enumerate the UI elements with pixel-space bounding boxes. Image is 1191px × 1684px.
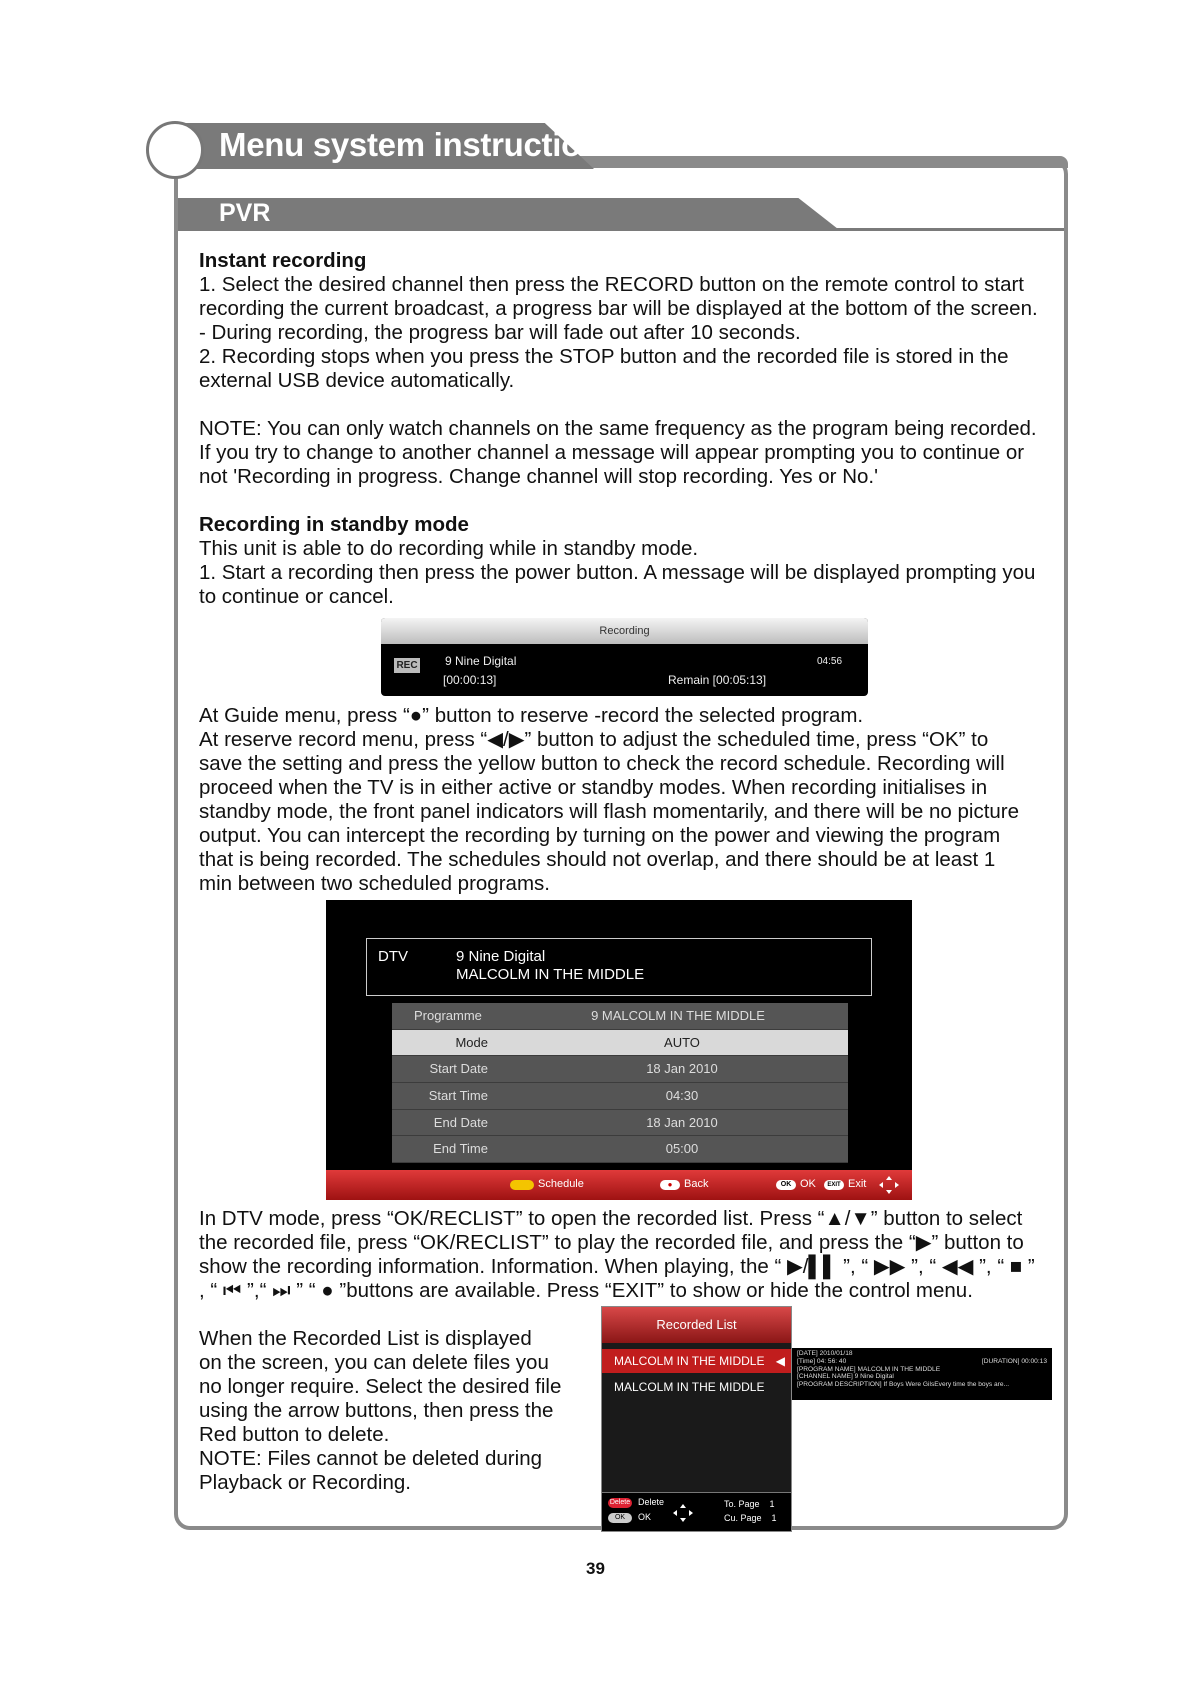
text-line: 2. Recording stops when you press the STOP button and the recorded file is stored in the — [199, 345, 1009, 368]
recording-channel: 9 Nine Digital — [445, 654, 517, 668]
row-end-date[interactable] — [392, 1110, 848, 1137]
ok-key-icon[interactable]: OK — [608, 1513, 632, 1523]
row-label: Programme — [414, 1008, 482, 1023]
row-label: End Time — [433, 1141, 488, 1157]
row-end-time[interactable] — [392, 1136, 848, 1163]
cu-page: Cu. Page 1 — [724, 1513, 777, 1523]
standby-heading: Recording in standby mode — [199, 513, 469, 536]
delete-instructions — [199, 1327, 599, 1495]
program-name: MALCOLM IN THE MIDDLE — [456, 966, 645, 983]
recording-clock: 04:56 — [817, 656, 843, 667]
text-line: When the Recorded List is displayed — [199, 1327, 532, 1350]
recording-progress-bar — [381, 618, 868, 696]
page-title: Menu system instruction — [219, 126, 601, 163]
text-line: Red button to delete. — [199, 1423, 390, 1446]
row-value: 18 Jan 2010 — [646, 1114, 718, 1130]
row-label: End Date — [433, 1114, 488, 1130]
text-line: no longer require. Select the desired file — [199, 1375, 562, 1398]
list-item-label: MALCOLM IN THE MIDDLE — [614, 1380, 765, 1394]
text-line: external USB device automatically. — [199, 369, 515, 392]
info-duration: [DURATION] 00:00:13 — [981, 1357, 1047, 1365]
recorded-list-title: Recorded List — [602, 1307, 791, 1343]
info-channel-name: [CHANNEL NAME] 9 Nine Digital — [797, 1373, 894, 1381]
text-line: the recorded file, press “OK/RECLIST” to play the recorded file, and press the “▶” button to — [199, 1231, 1024, 1254]
text-line: NOTE: Files cannot be deleted during — [199, 1447, 542, 1470]
reserve-settings-table — [392, 1003, 848, 1163]
text-line: min between two scheduled programs. — [199, 872, 550, 895]
recorded-list-footer — [602, 1492, 791, 1531]
instant-recording-section — [199, 249, 1069, 393]
recording-elapsed: [00:00:13] — [443, 673, 497, 687]
row-mode[interactable] — [392, 1030, 848, 1057]
text-line: save the setting and press the yellow button to check the record schedule. Recording will — [199, 752, 1005, 775]
text-line: output. You can intercept the recording by turning on the power and viewing the program — [199, 824, 1001, 847]
text-line: , “ ⏮ ”,“ ⏭ ” “ ● ”buttons are available. Press “EXIT” to show or hide the control menu. — [199, 1279, 973, 1302]
channel-info-box — [366, 938, 872, 996]
text-line: that is being recorded. The schedules should not overlap, and there should be at least 1 — [199, 848, 996, 871]
exit-key-icon[interactable]: EXIT — [824, 1180, 844, 1190]
list-item-label: MALCOLM IN THE MIDDLE — [614, 1354, 765, 1368]
text-line: using the arrow buttons, then press the — [199, 1399, 554, 1422]
delete-label: Delete — [638, 1497, 665, 1507]
rec-badge: REC — [394, 658, 420, 673]
ok-key-icon[interactable]: OK — [776, 1180, 796, 1190]
text-line: 1. Start a recording then press the power button. A message will be displayed prompting you — [199, 561, 1036, 584]
title-circle-icon — [146, 121, 204, 179]
text-line: proceed when the TV is in either active or standby modes. When recording initialises in — [199, 776, 988, 799]
text-line: recording the current broadcast, a progress bar will be displayed at the bottom of the screen. — [199, 297, 1038, 320]
page-number: 39 — [586, 1559, 605, 1578]
section-banner — [178, 198, 838, 229]
text-line: show the recording information. Information. When playing, the “ ▶/▌▌ ”, “ ▶▶ ”, “ ◀◀ ”, “ ■ ” — [199, 1255, 1035, 1278]
row-label: Mode — [455, 1034, 488, 1050]
reserve-record-menu — [326, 900, 912, 1200]
standby-section — [199, 513, 1069, 609]
info-date: [DATE] 2010/01/18 — [797, 1350, 853, 1357]
row-value: 04:30 — [665, 1088, 699, 1104]
record-button-icon[interactable]: ● — [660, 1180, 680, 1190]
recording-bar-title: Recording — [381, 618, 868, 644]
text-line: At Guide menu, press “●” button to reserve -record the selected program. — [199, 704, 864, 727]
dtv-label: DTV — [378, 948, 408, 965]
text-line: not 'Recording in progress. Change channel will stop recording. Yes or No.' — [199, 465, 879, 488]
instant-heading: Instant recording — [199, 249, 367, 272]
text-line: - During recording, the progress bar will fade out after 10 seconds. — [199, 321, 801, 344]
dtv-instructions — [199, 1207, 1069, 1303]
text-line: 1. Select the desired channel then press the RECORD button on the remote control to start — [199, 273, 1025, 296]
text-line: This unit is able to do recording while in standby mode. — [199, 537, 699, 560]
yellow-button-icon[interactable] — [510, 1180, 534, 1190]
to-page: To. Page 1 — [724, 1499, 775, 1509]
delete-key-icon[interactable]: Delete — [609, 1499, 631, 1506]
info-program-name: [PROGRAM NAME] MALCOLM IN THE MIDDLE — [797, 1365, 941, 1373]
recorded-list-panel — [601, 1306, 792, 1532]
section-title: PVR — [219, 199, 271, 227]
ok-label: OK — [800, 1178, 816, 1190]
ok-label: OK — [638, 1512, 652, 1522]
text-line: At reserve record menu, press “◀/▶” button to adjust the scheduled time, press “OK” to — [199, 728, 989, 751]
row-value: AUTO — [664, 1034, 700, 1050]
row-value: 05:00 — [665, 1141, 699, 1157]
text-line: NOTE: You can only watch channels on the same frequency as the program being recorded. — [199, 417, 1037, 440]
text-line: to continue or cancel. — [199, 585, 394, 608]
row-start-date[interactable] — [392, 1056, 848, 1083]
dpad-icon — [878, 1175, 900, 1195]
recording-remain: Remain [00:05:13] — [668, 673, 767, 687]
guide-instructions — [199, 704, 1069, 896]
info-description: [PROGRAM DESCRIPTION] If Boys Were GilsEvery time the boys are... — [797, 1381, 1010, 1389]
row-value: 9 MALCOLM IN THE MIDDLE — [591, 1008, 765, 1023]
row-programme[interactable] — [392, 1003, 848, 1030]
exit-label: Exit — [848, 1178, 867, 1190]
text-line: on the screen, you can delete files you — [199, 1351, 549, 1374]
row-start-time[interactable] — [392, 1083, 848, 1110]
section-rule — [178, 228, 1064, 231]
list-item[interactable] — [602, 1375, 791, 1399]
list-item[interactable] — [602, 1349, 791, 1373]
schedule-label: Schedule — [538, 1178, 584, 1190]
row-label: Start Date — [429, 1061, 488, 1077]
recording-info-panel — [792, 1348, 1052, 1400]
text-line: If you try to change to another channel a message will appear prompting you to continue or — [199, 441, 1025, 464]
channel-name: 9 Nine Digital — [456, 948, 546, 965]
note-section — [199, 417, 1069, 489]
info-time-row — [797, 1358, 1047, 1366]
text-line: In DTV mode, press “OK/RECLIST” to open the recorded list. Press “▲/▼” button to select — [199, 1207, 1023, 1230]
text-line: standby mode, the front panel indicators will flash momentarily, and there will be no picture — [199, 800, 1020, 823]
row-value: 18 Jan 2010 — [646, 1061, 718, 1077]
back-label: Back — [684, 1178, 709, 1190]
info-time: [Time] 04: 56: 40 — [797, 1357, 847, 1365]
text-line: Playback or Recording. — [199, 1471, 411, 1494]
row-label: Start Time — [428, 1088, 488, 1104]
menu-footer — [326, 1170, 912, 1200]
left-arrow-icon: ◀ — [775, 1354, 785, 1368]
dpad-icon — [672, 1503, 694, 1523]
